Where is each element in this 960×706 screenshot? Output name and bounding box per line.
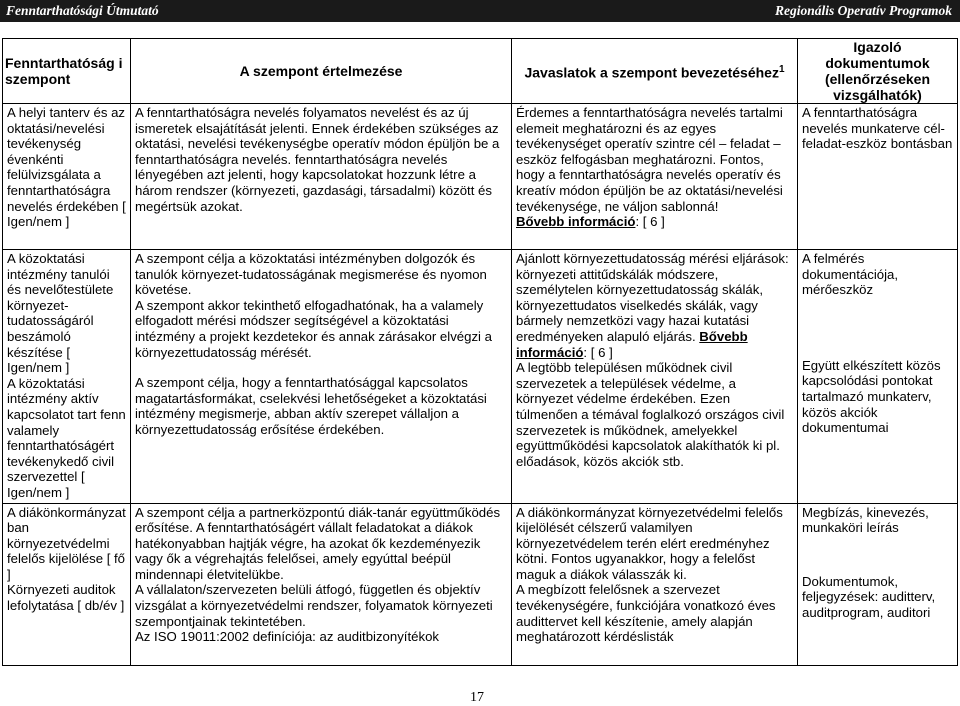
row1-proposals bbox=[512, 104, 798, 250]
row2-documents-a: A felmérés dokumentációja, mérőeszköz bbox=[802, 251, 899, 298]
more-info-label: Bővebb információ bbox=[516, 214, 636, 230]
table-row bbox=[3, 104, 958, 250]
row3-criterion-b: Környezeti auditok lefolytatása [ db/év ] bbox=[7, 582, 125, 614]
column-header-proposals-text: Javaslatok a szempont bevezetéséhez bbox=[524, 64, 779, 81]
page-number: 17 bbox=[470, 690, 484, 705]
row3-documents-a: Megbízás, kinevezés, munkaköri leírás bbox=[802, 504, 929, 536]
row1-more-info[interactable] bbox=[516, 214, 665, 229]
spacer bbox=[802, 536, 953, 574]
row2-documents-b: Együtt elkészített közös kapcsolódási pontokat tartalmazó munkaterv, közös akciók dokumentumai bbox=[802, 357, 941, 436]
row3-interpretation-c: Az ISO 19011:2002 definíciója: az auditbizonyítékok bbox=[135, 629, 439, 645]
running-header bbox=[0, 0, 960, 22]
table-row bbox=[3, 503, 958, 665]
header-left-title: Fenntarthatósági Útmutató bbox=[6, 3, 159, 18]
row1-interpretation: A fenntarthatóságra nevelés folyamatos nevelést és az új ismeretek elsajátítását jelenti. Ennek érdekében szükséges az oktatási, nevelési tevékenységbe operatív módon épüljön be a fenntarthatóságra nevelés. fenntarthatóságra nevelés lényegében azt jelenti, hogy kapcsolatokat hozzunk létre a három rendszer (környezeti, gazdasági, társadalmi) között és megértsük azokat. bbox=[131, 104, 512, 250]
row2-documents bbox=[798, 250, 958, 504]
more-info-ref: : [ 6 ] bbox=[583, 344, 613, 360]
row2-criterion-b: A közoktatási intézmény aktív kapcsolatot tart fenn valamely fenntarthatóságért tevékenykedő civil szervezettel [ Igen/nem ] bbox=[7, 375, 126, 500]
row2-interpretation-b: A szempont akkor tekinthető elfogadhatónak, ha a valamely elfogadott mérési módszer segítségével a közoktatási intézmény a projekt kezdetekor és annak zárásakor elvégzi a környezettudatosság mérését. bbox=[135, 297, 492, 360]
row2-criterion-a: A közoktatási intézmény tanulói és nevelőtestülete környezet-tudatosságáról beszámoló készítése [ Igen/nem ] bbox=[7, 251, 114, 376]
spacer bbox=[135, 360, 507, 375]
row2-criterion bbox=[3, 250, 131, 504]
row3-documents bbox=[798, 503, 958, 665]
column-header-criterion: Fenntarthatóság i szempont bbox=[3, 39, 131, 104]
row3-proposals-b: A megbízott felelősnek a szervezet tevékenységére, funkciójára vonatkozó éves audittervet kell készítenie, amely alapján meghatározott kérdéslisták bbox=[516, 582, 776, 645]
row3-interpretation-a: A szempont célja a partnerközpontú diák-tanár együttműködés erősítése. A fenntarthatóságért vállalt feladatokat a diákok hatékonyabban hajtják végre, ha azokat ők kezdeményezik vagy ők a végrehajtás felelősei, amely egyúttal beépül mindennapi életvitelükbe. bbox=[135, 504, 501, 582]
more-info-ref: : [ 6 ] bbox=[635, 214, 665, 230]
row3-documents-b: Dokumentumok, feljegyzések: auditterv, auditprogram, auditori bbox=[802, 573, 936, 620]
column-header-interpretation: A szempont értelmezése bbox=[131, 39, 512, 104]
row2-proposals-a: Ajánlott környezettudatosság mérési eljárások: környezeti attitűdskálák módszere, személytelen környezettudatosság skálák, környezettudatos viselkedés skálák, vagy bármely nemzetközi vagy hazai kutatási eredményeken alapuló eljárás. bbox=[516, 251, 789, 344]
row1-criterion: A helyi tanterv és az oktatási/nevelési tevékenység évenkénti felülvizsgálata a fenntarthatóságra nevelés érdekében [ Igen/nem ] bbox=[3, 104, 131, 250]
more-info-label: Bővebb információ bbox=[516, 328, 748, 360]
row1-proposals-text: Érdemes a fenntarthatóságra nevelés tartalmi elemeit meghatározni és az egyes tevékenységet operatív szintre cél – feladat – eszköz felfogásban meghatározni. Fontos, hogy a fenntarthatóságra nevelés operatív és kreatív módon épüljön be az oktatási/nevelési tevékenysége, ne váljon sablonná! bbox=[516, 105, 783, 214]
row2-proposals-b: A legtöbb településen működnek civil szervezetek a települések védelme, a környezet védelme érdekében. Ezen túlmenően a témával foglalkozó országos civil szervezetek is működnek, amelyekkel együttműködési kapcsolatok alakíthatók ki pl. előadások, közös akciók stb. bbox=[516, 360, 785, 469]
footnote-marker: 1 bbox=[778, 63, 785, 75]
table-row bbox=[3, 250, 958, 504]
row3-proposals-a: A diákönkormányzat környezetvédelmi felelős kijelölését célszerű valamilyen környezetvédelem terén elért eredményhez kötni. Fontos ugyanakkor, hogy a felelőst maguk a diákok válasszák ki. bbox=[516, 504, 783, 582]
row3-criterion bbox=[3, 503, 131, 665]
row3-criterion-a: A diákönkormányzat ban környezetvédelmi felelős kijelölése [ fő ] bbox=[7, 504, 126, 582]
column-header-documents: Igazoló dokumentumok (ellenőrzéseken vizsgálhatók) bbox=[798, 39, 958, 104]
row2-proposals bbox=[512, 250, 798, 504]
row2-interpretation bbox=[131, 250, 512, 504]
spacer bbox=[802, 298, 953, 358]
row1-documents: A fenntarthatóságra nevelés munkaterve cél-feladat-eszköz bontásban bbox=[798, 104, 958, 250]
column-header-proposals bbox=[512, 39, 798, 104]
row3-interpretation-b: A vállalaton/szervezeten belüli átfogó, független és objektív vizsgálat a környezetvédelmi rendszer, folyamatok környezeti szempontjainak tekintetében. bbox=[135, 582, 493, 629]
header-right-title: Regionális Operatív Programok bbox=[774, 3, 952, 18]
row2-interpretation-c: A szempont célja, hogy a fenntarthatósággal kapcsolatos magatartásformákat, cselekvési lehetőségeket a közoktatási intézmény megismerje, abban aktív szerepet vállaljon a környezettudatosság erősítése érdekében. bbox=[135, 375, 487, 437]
row3-interpretation bbox=[131, 503, 512, 665]
table-header-row bbox=[3, 39, 958, 104]
criteria-table bbox=[2, 38, 958, 666]
row2-interpretation-a: A szempont célja a közoktatási intézményben dolgozók és tanulók környezet-tudatosságának megismerése és nyomon követése. bbox=[135, 251, 487, 298]
row3-proposals bbox=[512, 503, 798, 665]
